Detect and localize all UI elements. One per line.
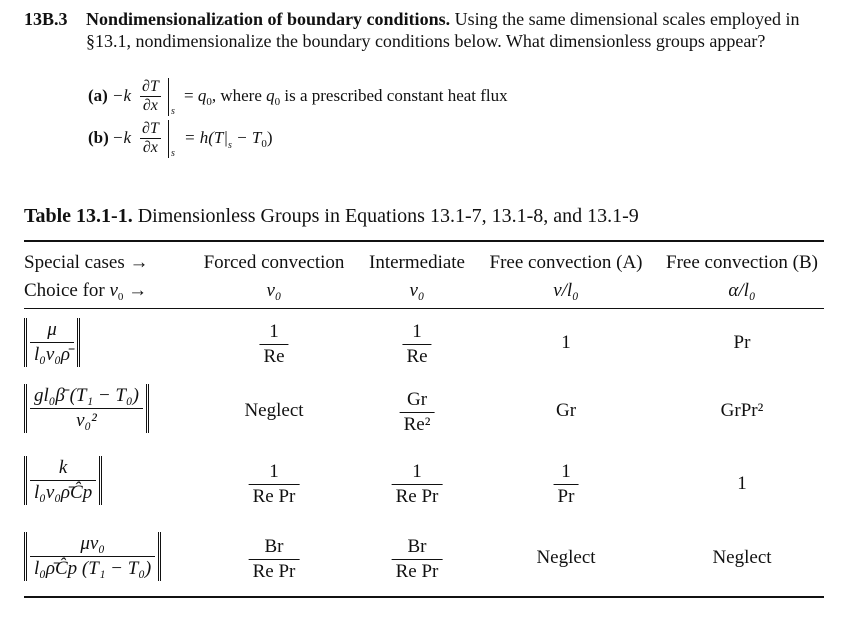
cell-fraction bbox=[392, 460, 443, 509]
cell-fraction bbox=[400, 388, 435, 437]
equation-a-var: q bbox=[197, 86, 207, 105]
table-cell bbox=[402, 320, 431, 369]
header-choice-v: v bbox=[109, 280, 118, 301]
equation-b-rhs-sub: 0 bbox=[261, 138, 267, 150]
group-numerator: μv₀ bbox=[30, 532, 155, 557]
group-numerator: k bbox=[30, 456, 96, 481]
equation-b-rhs-s: s bbox=[228, 140, 232, 151]
problem-number: 13B.3 bbox=[24, 9, 68, 29]
table-cell bbox=[392, 460, 443, 509]
cell-numerator: Gr bbox=[400, 388, 435, 413]
equation-a-var-sub-2: 0 bbox=[274, 96, 281, 108]
header-col-forced: Forced convection bbox=[203, 252, 345, 273]
equation-a-neg-k: −k bbox=[112, 86, 132, 105]
cell-numerator: 1 bbox=[259, 320, 288, 345]
equation-b-eval-bar bbox=[168, 120, 169, 158]
cell-denominator: Re Pr bbox=[252, 561, 296, 582]
header-col-free-a: Free convection (A) bbox=[489, 252, 643, 273]
cell-numerator: 1 bbox=[402, 320, 431, 345]
cell-fraction bbox=[259, 320, 288, 369]
header-choice-text: Choice for bbox=[24, 280, 105, 301]
equation-b-neg-k: −k bbox=[112, 128, 132, 147]
header-choice-free-b: α/l₀ bbox=[728, 280, 756, 301]
header-choice-intermediate: v₀ bbox=[409, 280, 425, 301]
double-bracket bbox=[24, 532, 161, 581]
table-cell bbox=[554, 460, 579, 509]
table-cell: 1 bbox=[561, 332, 571, 353]
cell-numerator: 1 bbox=[249, 460, 300, 485]
equation-a-eq: = bbox=[184, 86, 198, 105]
table-caption bbox=[24, 205, 639, 228]
cell-fraction bbox=[554, 460, 579, 509]
double-bracket bbox=[24, 456, 102, 505]
header-choice-label bbox=[24, 279, 147, 309]
equation-b-rhs-close: ) bbox=[266, 128, 273, 147]
table-cell bbox=[400, 388, 435, 437]
cell-denominator: Pr bbox=[557, 486, 575, 507]
group-fraction bbox=[30, 532, 155, 581]
cell-denominator: Re Pr bbox=[395, 486, 439, 507]
equation-b-deriv-den: ∂x bbox=[142, 139, 158, 156]
header-col-free-b: Free convection (B) bbox=[666, 252, 818, 273]
table-top-rule bbox=[24, 240, 824, 242]
cell-denominator: Re² bbox=[403, 414, 431, 435]
cell-denominator: Re bbox=[263, 346, 285, 367]
cell-numerator: Br bbox=[249, 535, 300, 560]
cell-fraction bbox=[249, 460, 300, 509]
table-title: Dimensionless Groups in Equations 13.1-7, 13.1-8, and 13.1-9 bbox=[137, 205, 639, 227]
table-cell: Gr bbox=[555, 400, 577, 421]
group-dissipation bbox=[24, 532, 161, 581]
group-conduction bbox=[24, 456, 102, 505]
table-cell: Pr bbox=[733, 332, 751, 353]
group-denominator: l₀v₀ρ̄ bbox=[34, 344, 71, 365]
equation-a-label: (a) bbox=[88, 86, 108, 105]
group-viscous bbox=[24, 318, 80, 367]
cell-denominator: Re bbox=[406, 346, 428, 367]
equation-b-rhs bbox=[184, 128, 273, 151]
group-fraction bbox=[30, 318, 74, 367]
table-cell bbox=[249, 535, 300, 584]
equation-b-deriv-num: ∂T bbox=[142, 120, 159, 137]
group-buoyancy bbox=[24, 384, 149, 433]
cell-denominator: Re Pr bbox=[252, 486, 296, 507]
equation-a-desc-mid: , where bbox=[211, 86, 267, 105]
double-bracket bbox=[24, 384, 149, 433]
equation-b-derivative bbox=[140, 120, 161, 157]
table-bottom-rule bbox=[24, 596, 824, 598]
cell-fraction bbox=[402, 320, 431, 369]
problem-title: Nondimensionalization of boundary conditions. bbox=[86, 9, 451, 29]
equation-a-var-sub: 0 bbox=[206, 96, 212, 108]
equation-b-rhs-h: = h(T| bbox=[184, 128, 229, 147]
table-cell bbox=[249, 460, 300, 509]
double-bracket bbox=[24, 318, 80, 367]
group-numerator: gl₀β̄ (T₁ − T₀) bbox=[30, 384, 143, 409]
problem-body: Using the same dimensional scales employed in §13.1, nondimensionalize the boundary conditions below. What dimensionless groups appear? bbox=[86, 9, 800, 51]
table-cell: Neglect bbox=[712, 547, 772, 568]
cell-denominator: Re Pr bbox=[395, 561, 439, 582]
equation-a-rhs bbox=[184, 86, 508, 108]
table-cell bbox=[392, 535, 443, 584]
equation-a-deriv-num: ∂T bbox=[142, 78, 159, 95]
cell-fraction bbox=[392, 535, 443, 584]
cell-numerator: Br bbox=[392, 535, 443, 560]
equation-a-desc-end: is a prescribed constant heat flux bbox=[280, 86, 508, 105]
table-cell: Neglect bbox=[536, 547, 596, 568]
header-special-cases-label: Special cases → bbox=[24, 252, 149, 273]
equation-a-deriv-den: ∂x bbox=[142, 97, 158, 114]
equation-b-label: (b) bbox=[88, 128, 109, 147]
equation-a-derivative bbox=[140, 78, 161, 115]
equation-a-eval-bar bbox=[168, 78, 169, 116]
group-denominator: l₀ρ̄Ĉp (T₁ − T₀) bbox=[34, 558, 152, 579]
header-col-intermediate: Intermediate bbox=[368, 252, 466, 273]
header-choice-forced: v₀ bbox=[266, 280, 282, 301]
header-choice-v-sub: 0 bbox=[117, 291, 124, 303]
equation-a-var-2: q bbox=[266, 86, 275, 105]
cell-fraction bbox=[249, 535, 300, 584]
header-choice-arrow: → bbox=[128, 280, 148, 301]
equation-b-rhs-mid: − T bbox=[231, 128, 262, 147]
group-numerator: μ bbox=[30, 318, 74, 343]
header-choice-free-a: ν/l₀ bbox=[553, 280, 579, 301]
cell-numerator: 1 bbox=[554, 460, 579, 485]
table-cell: GrPr² bbox=[720, 400, 764, 421]
problem-statement bbox=[24, 8, 824, 52]
equation-a-eval-sub: s bbox=[171, 106, 175, 117]
cell-numerator: 1 bbox=[392, 460, 443, 485]
problem-text-block bbox=[86, 8, 824, 52]
table-cell: 1 bbox=[737, 473, 747, 494]
table-cell bbox=[259, 320, 288, 369]
group-fraction bbox=[30, 456, 96, 505]
group-fraction bbox=[30, 384, 143, 433]
table-cell: Neglect bbox=[244, 400, 304, 421]
group-denominator: v₀² bbox=[76, 410, 97, 431]
group-denominator: l₀v₀ρ̄Ĉp bbox=[34, 482, 93, 503]
table-number: Table 13.1-1. bbox=[24, 205, 133, 227]
equation-b-eval-sub: s bbox=[171, 148, 175, 159]
